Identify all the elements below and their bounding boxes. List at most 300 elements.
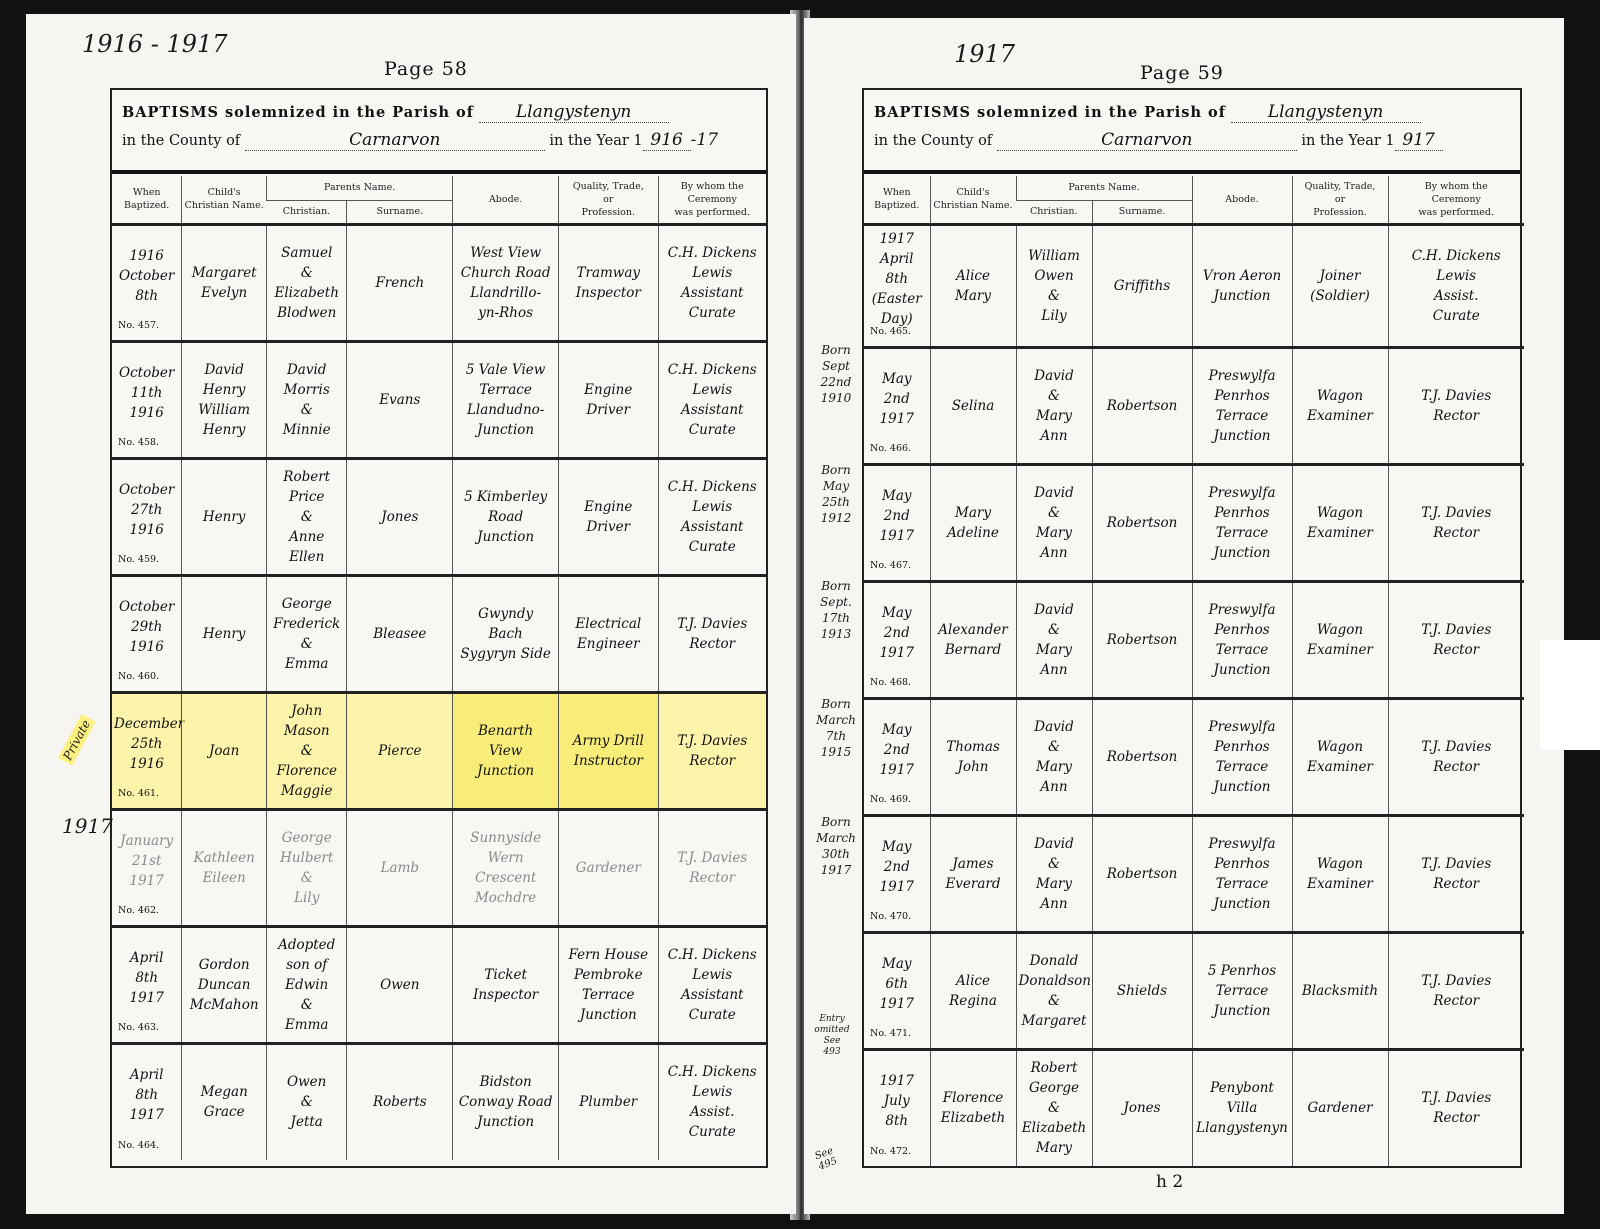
entry-quality: Joiner (Soldier) — [1310, 267, 1370, 304]
entry-bywhom: C.H. Dickens Lewis Assistant Curate — [667, 478, 757, 555]
entry-child: David Henry William Henry — [198, 361, 251, 438]
table-row — [864, 347, 1524, 464]
entry-bywhom-cell — [658, 341, 766, 458]
right-register-form — [862, 88, 1522, 1168]
entry-christian: Robert George & Elizabeth Mary — [1021, 1060, 1087, 1157]
table-row — [112, 692, 766, 809]
entry-number: No. 464. — [118, 1140, 160, 1151]
right-register-heading — [864, 90, 1520, 176]
entry-surname-cell — [1092, 347, 1192, 464]
entry-abode: Gwyndy Bach Sygyryn Side — [460, 605, 551, 662]
entry-number: No. 460. — [118, 670, 160, 682]
entry-child: Florence Elizabeth — [940, 1090, 1006, 1127]
private-margin-note: Private — [58, 714, 95, 765]
entry-bywhom-cell — [1388, 815, 1524, 932]
entry-bywhom-cell — [1388, 581, 1524, 698]
entry-number: No. 459. — [118, 553, 160, 565]
entry-quality-cell — [559, 458, 658, 575]
entry-surname: Bleasee — [373, 625, 427, 642]
entry-bywhom: T.J. Davies Rector — [677, 849, 748, 886]
entry-quality: Gardener — [1307, 1100, 1373, 1117]
entry-when-cell — [112, 575, 182, 692]
entry-child-cell — [182, 341, 267, 458]
entry-when-cell — [864, 815, 930, 932]
left-register-heading — [112, 90, 766, 176]
entry-abode: West View Church Road Llandrillo- yn-Rhos — [460, 244, 551, 321]
entry-surname-cell — [1092, 698, 1192, 815]
entry-christian-cell — [267, 692, 347, 809]
entry-child: Henry — [202, 625, 246, 642]
entry-abode-cell — [1192, 698, 1292, 815]
entry-surname-cell — [1092, 464, 1192, 581]
entry-abode: Vron Aeron Junction — [1202, 267, 1282, 304]
table-row — [864, 464, 1524, 581]
entry-bywhom-cell — [658, 926, 766, 1043]
entry-bywhom: C.H. Dickens Lewis Assistant Curate — [667, 244, 757, 321]
entry-when-cell — [864, 932, 930, 1049]
parish-field: Llangystenyn — [1231, 102, 1421, 123]
table-row — [864, 815, 1524, 932]
born-note-467: Born May 25th 1912 — [820, 463, 852, 525]
entry-quality-cell — [1292, 932, 1388, 1049]
see-495-note: See 495 — [813, 1145, 839, 1173]
entry-child: Mary Adeline — [947, 504, 999, 541]
entry-when-cell — [864, 464, 930, 581]
entry-christian-cell — [1016, 932, 1092, 1049]
entry-surname-cell — [347, 1043, 453, 1160]
entry-child-cell — [182, 809, 267, 926]
entry-when-cell — [112, 1043, 182, 1160]
entry-quality: Wagon Examiner — [1307, 504, 1373, 541]
entry-surname: Roberts — [372, 1094, 427, 1111]
entry-when: May 2nd 1917 — [879, 721, 914, 778]
entry-child: James Everard — [945, 855, 1001, 892]
entry-surname: Robertson — [1106, 631, 1178, 648]
entry-christian-cell — [267, 809, 347, 926]
col-christian: Christian. — [267, 200, 347, 224]
entry-when: 1916 October 8th — [119, 247, 175, 304]
entry-quality-cell — [559, 809, 658, 926]
entry-christian-cell — [267, 575, 347, 692]
entry-bywhom-cell — [1388, 1049, 1524, 1166]
entry-when: April 8th 1917 — [129, 949, 164, 1006]
entry-abode-cell — [453, 926, 559, 1043]
table-row — [112, 458, 766, 575]
entry-child: Henry — [202, 508, 246, 525]
entry-child-cell — [930, 224, 1016, 347]
entry-surname-cell — [1092, 1049, 1192, 1166]
entry-abode-cell — [1192, 581, 1292, 698]
entry-abode-cell — [453, 575, 559, 692]
entry-quality-cell — [1292, 464, 1388, 581]
entry-surname-cell — [1092, 581, 1192, 698]
entry-quality-cell — [559, 926, 658, 1043]
entry-quality-cell — [1292, 347, 1388, 464]
heading-rule — [864, 170, 1520, 174]
entry-number: No. 462. — [118, 904, 160, 916]
entry-surname-cell — [347, 575, 453, 692]
left-page-number: Page 58 — [384, 58, 468, 80]
entry-quality: Electrical Engineer — [575, 615, 642, 652]
entry-surname-cell — [347, 341, 453, 458]
entry-abode-cell — [1192, 347, 1292, 464]
entry-quality-cell — [559, 575, 658, 692]
entry-number: No. 470. — [870, 910, 912, 922]
entry-when: 1917 April 8th (Easter Day) — [871, 230, 922, 327]
entry-surname-cell — [1092, 224, 1192, 347]
entry-child-cell — [182, 575, 267, 692]
entry-abode-cell — [1192, 1049, 1292, 1166]
year-field: 916 — [643, 130, 691, 151]
entry-bywhom-cell — [658, 458, 766, 575]
col-by-whom: By whom the Ceremony was performed. — [658, 176, 766, 224]
entry-child: Thomas John — [946, 738, 1000, 775]
entry-number: No. 461. — [118, 787, 160, 799]
entry-when: May 2nd 1917 — [879, 604, 914, 661]
entry-when: May 2nd 1917 — [879, 487, 914, 544]
right-page-number: Page 59 — [1140, 62, 1224, 84]
col-child: Child's Christian Name. — [182, 176, 267, 224]
entry-christian: David & Mary Ann — [1034, 367, 1074, 444]
entry-abode: 5 Vale View Terrace Llandudno- Junction — [465, 361, 546, 438]
entry-when-cell — [864, 698, 930, 815]
county-field: Carnarvon — [245, 130, 545, 151]
entry-abode: Bidston Conway Road Junction — [458, 1074, 553, 1131]
entry-christian-cell — [267, 458, 347, 575]
entry-omitted-note: Entry omitted See 493 — [814, 1014, 850, 1057]
entry-when-cell — [112, 926, 182, 1043]
entry-bywhom-cell — [658, 692, 766, 809]
entry-christian: David & Mary Ann — [1034, 484, 1074, 561]
table-row — [864, 698, 1524, 815]
entry-child-cell — [182, 224, 267, 341]
entry-when: 1917 July 8th — [879, 1073, 914, 1130]
entry-child-cell — [930, 464, 1016, 581]
year-label: in the Year 1 — [549, 133, 643, 149]
entry-bywhom-cell — [658, 809, 766, 926]
col-surname: Surname. — [1092, 200, 1192, 224]
left-handwritten-year: 1916 - 1917 — [82, 30, 228, 58]
entry-abode: 5 Penrhos Terrace Junction — [1207, 962, 1277, 1019]
entry-child-cell — [182, 692, 267, 809]
entry-when-cell — [112, 224, 182, 341]
entry-christian-cell — [1016, 698, 1092, 815]
entry-quality-cell — [1292, 581, 1388, 698]
entry-when: October 29th 1916 — [119, 598, 175, 655]
col-surname: Surname. — [347, 200, 453, 224]
year-field: 917 — [1395, 130, 1443, 151]
table-row — [864, 581, 1524, 698]
entry-surname: Lamb — [380, 859, 420, 876]
entry-quality: Wagon Examiner — [1307, 855, 1373, 892]
col-abode: Abode. — [453, 176, 559, 224]
entry-christian: Samuel & Elizabeth Blodwen — [274, 244, 339, 321]
entry-bywhom: C.H. Dickens Lewis Assistant Curate — [667, 361, 757, 438]
entry-christian-cell — [1016, 347, 1092, 464]
entry-child-cell — [182, 1043, 267, 1160]
entry-child-cell — [182, 926, 267, 1043]
entry-abode: Benarth View Junction — [477, 722, 535, 779]
entry-christian-cell — [1016, 464, 1092, 581]
entry-number: No. 467. — [870, 559, 912, 571]
entry-surname: Owen — [380, 976, 420, 993]
entry-surname: Robertson — [1106, 748, 1178, 765]
born-note-468: Born Sept. 17th 1913 — [820, 579, 852, 641]
entry-abode-cell — [453, 1043, 559, 1160]
entry-surname: Robertson — [1106, 865, 1178, 882]
entry-number: No. 468. — [870, 676, 912, 688]
born-note-470: Born March 30th 1917 — [816, 815, 856, 877]
entry-christian: George Frederick & Emma — [273, 595, 341, 672]
entry-quality-cell — [1292, 224, 1388, 347]
entry-surname: Evans — [379, 391, 421, 408]
entry-number: No. 457. — [118, 319, 160, 331]
entry-christian-cell — [1016, 581, 1092, 698]
entry-quality: Gardener — [575, 859, 641, 876]
entry-bywhom-cell — [658, 575, 766, 692]
col-christian: Christian. — [1016, 200, 1092, 224]
county-field: Carnarvon — [997, 130, 1297, 151]
entry-surname-cell — [1092, 815, 1192, 932]
entry-when: April 8th 1917 — [129, 1067, 164, 1124]
parish-field: Llangystenyn — [479, 102, 669, 123]
right-page — [804, 18, 1564, 1214]
page-tear — [1540, 640, 1600, 750]
entry-quality-cell — [1292, 1049, 1388, 1166]
entry-quality: Army Drill Instructor — [572, 732, 644, 769]
entry-bywhom-cell — [1388, 464, 1524, 581]
entry-quality: Tramway Inspector — [575, 264, 641, 301]
col-quality: Quality, Trade, or Profession. — [1292, 176, 1388, 224]
entry-christian: David Morris & Minnie — [282, 361, 331, 438]
left-register-form — [110, 88, 768, 1168]
entry-bywhom: C.H. Dickens Lewis Assistant Curate — [667, 946, 757, 1023]
entry-surname-cell — [347, 809, 453, 926]
entry-number: No. 471. — [870, 1027, 912, 1039]
entry-child-cell — [930, 698, 1016, 815]
entry-surname-cell — [347, 692, 453, 809]
entry-bywhom: T.J. Davies Rector — [677, 732, 748, 769]
table-row — [864, 1049, 1524, 1166]
entry-quality-cell — [1292, 815, 1388, 932]
entry-christian-cell — [267, 926, 347, 1043]
right-entries-table — [864, 176, 1524, 1166]
entry-bywhom-cell — [1388, 224, 1524, 347]
entry-christian-cell — [1016, 1049, 1092, 1166]
entry-bywhom: T.J. Davies Rector — [677, 615, 748, 652]
entry-quality: Wagon Examiner — [1307, 621, 1373, 658]
entry-quality-cell — [559, 692, 658, 809]
entry-number: No. 458. — [118, 436, 160, 448]
col-quality: Quality, Trade, or Profession. — [559, 176, 658, 224]
entry-surname: Pierce — [378, 742, 422, 759]
year-suffix: -17 — [690, 130, 719, 150]
table-row — [112, 926, 766, 1043]
entry-child-cell — [930, 815, 1016, 932]
entry-bywhom: C.H. Dickens Lewis Assist. Curate — [1411, 247, 1501, 324]
entry-number: No. 463. — [118, 1021, 160, 1033]
entry-child: Alice Mary — [955, 267, 991, 304]
left-entries-table — [112, 176, 766, 1160]
col-child: Child's Christian Name. — [930, 176, 1016, 224]
entry-abode: Preswylfa Penrhos Terrace Junction — [1208, 601, 1276, 678]
entry-abode-cell — [453, 224, 559, 341]
table-row — [112, 1043, 766, 1160]
entry-surname: Shields — [1116, 982, 1168, 999]
entry-surname-cell — [347, 458, 453, 575]
entry-abode: Sunnyside Wern Crescent Mochdre — [470, 829, 542, 906]
entry-abode-cell — [453, 341, 559, 458]
entry-christian: Adopted son of Edwin & Emma — [278, 936, 336, 1033]
table-row — [864, 932, 1524, 1049]
entry-when-cell — [864, 347, 930, 464]
entry-when: May 2nd 1917 — [879, 370, 914, 427]
entry-when: January 21st 1917 — [120, 832, 174, 889]
entry-bywhom-cell — [658, 224, 766, 341]
entry-abode-cell — [453, 809, 559, 926]
entry-child: Alice Regina — [949, 972, 997, 1009]
entry-number: No. 469. — [870, 793, 912, 805]
entry-christian: Donald Donaldson & Margaret — [1018, 952, 1091, 1029]
entry-abode-cell — [1192, 815, 1292, 932]
entry-quality-cell — [559, 341, 658, 458]
entry-quality: Wagon Examiner — [1307, 387, 1373, 424]
entry-surname-cell — [347, 926, 453, 1043]
year-margin-note: 1917 — [62, 814, 113, 838]
table-row — [112, 809, 766, 926]
entry-surname: Robertson — [1106, 514, 1178, 531]
heading-label: BAPTISMS solemnized in the Parish of — [874, 104, 1226, 121]
entry-when-cell — [864, 1049, 930, 1166]
entry-child: Alexander Bernard — [938, 621, 1008, 658]
entry-when-cell — [864, 224, 930, 347]
entry-when-cell — [864, 581, 930, 698]
entry-surname: French — [375, 274, 425, 291]
entry-bywhom: T.J. Davies Rector — [1421, 1090, 1492, 1127]
table-row — [112, 575, 766, 692]
col-parents: Parents Name. — [1016, 176, 1192, 200]
entry-number: No. 472. — [870, 1146, 912, 1157]
heading-label: BAPTISMS solemnized in the Parish of — [122, 104, 474, 121]
entry-bywhom-cell — [1388, 698, 1524, 815]
entry-christian-cell — [1016, 815, 1092, 932]
entry-christian: Robert Price & Anne Ellen — [283, 468, 331, 565]
entry-surname: Griffiths — [1113, 277, 1171, 294]
entry-abode-cell — [1192, 932, 1292, 1049]
entry-quality-cell — [559, 224, 658, 341]
entry-surname: Robertson — [1106, 397, 1178, 414]
entry-bywhom: T.J. Davies Rector — [1421, 738, 1492, 775]
entry-when: October 27th 1916 — [119, 481, 175, 538]
entry-surname: Jones — [381, 508, 419, 525]
entry-abode: Preswylfa Penrhos Terrace Junction — [1208, 718, 1276, 795]
entry-abode: Preswylfa Penrhos Terrace Junction — [1208, 484, 1276, 561]
entry-number: No. 466. — [870, 442, 912, 454]
entry-christian-cell — [267, 1043, 347, 1160]
born-note-469: Born March 7th 1915 — [816, 697, 856, 759]
entry-number: No. 465. — [870, 325, 912, 337]
heading-rule — [112, 170, 766, 174]
entry-when: May 2nd 1917 — [879, 838, 914, 895]
entry-christian: William Owen & Lily — [1028, 247, 1080, 324]
entry-when-cell — [112, 809, 182, 926]
entry-abode: Ticket Inspector — [473, 966, 539, 1003]
entry-child-cell — [930, 581, 1016, 698]
entry-child: Megan Grace — [200, 1084, 248, 1121]
entry-child-cell — [930, 347, 1016, 464]
entry-quality: Wagon Examiner — [1307, 738, 1373, 775]
entry-bywhom: T.J. Davies Rector — [1421, 504, 1492, 541]
entry-christian: David & Mary Ann — [1034, 835, 1074, 912]
entry-abode: Preswylfa Penrhos Terrace Junction — [1208, 367, 1276, 444]
entry-abode-cell — [1192, 224, 1292, 347]
entry-abode-cell — [453, 458, 559, 575]
table-row — [864, 224, 1524, 347]
table-row — [112, 224, 766, 341]
entry-quality: Engine Driver — [584, 381, 633, 418]
right-handwritten-year: 1917 — [954, 40, 1016, 68]
entry-quality-cell — [1292, 698, 1388, 815]
entry-child-cell — [930, 932, 1016, 1049]
entry-christian: David & Mary Ann — [1034, 601, 1074, 678]
entry-surname: Jones — [1123, 1100, 1161, 1117]
entry-child: Selina — [951, 397, 995, 414]
col-by-whom: By whom the Ceremony was performed. — [1388, 176, 1524, 224]
col-when: When Baptized. — [124, 187, 170, 212]
left-page — [26, 14, 796, 1214]
entry-abode: 5 Kimberley Road Junction — [464, 488, 548, 545]
entry-quality: Engine Driver — [584, 498, 633, 535]
entry-child: Gordon Duncan McMahon — [189, 956, 259, 1013]
entry-abode: Preswylfa Penrhos Terrace Junction — [1208, 835, 1276, 912]
born-note-466: Born Sept 22nd 1910 — [820, 343, 852, 405]
entry-child: Joan — [209, 742, 240, 759]
entry-bywhom: T.J. Davies Rector — [1421, 387, 1492, 424]
entry-when: May 6th 1917 — [879, 955, 914, 1012]
col-parents: Parents Name. — [267, 176, 453, 200]
entry-child-cell — [182, 458, 267, 575]
entry-quality: Plumber — [579, 1094, 638, 1111]
entry-christian: George Hulbert & Lily — [280, 829, 334, 906]
entry-abode: Penybont Villa Llangystenyn — [1196, 1080, 1288, 1137]
entry-bywhom: T.J. Davies Rector — [1421, 855, 1492, 892]
entry-bywhom-cell — [1388, 347, 1524, 464]
entry-bywhom: C.H. Dickens Lewis Assist. Curate — [667, 1064, 757, 1141]
entry-bywhom: T.J. Davies Rector — [1421, 621, 1492, 658]
footer-signature: h 2 — [1156, 1172, 1184, 1192]
entry-surname-cell — [1092, 932, 1192, 1049]
entry-bywhom-cell — [658, 1043, 766, 1160]
entry-quality-cell — [559, 1043, 658, 1160]
entry-child: Margaret Evelyn — [191, 264, 257, 301]
entry-bywhom-cell — [1388, 932, 1524, 1049]
county-label: in the County of — [122, 133, 241, 149]
col-when: When Baptized. — [874, 187, 920, 212]
county-label: in the County of — [874, 133, 993, 149]
entry-quality: Blacksmith — [1301, 982, 1379, 999]
entry-child-cell — [930, 1049, 1016, 1166]
entry-surname-cell — [347, 224, 453, 341]
entry-bywhom: T.J. Davies Rector — [1421, 972, 1492, 1009]
col-abode: Abode. — [1192, 176, 1292, 224]
entry-quality: Fern House Pembroke Terrace Junction — [568, 946, 649, 1023]
table-row — [112, 341, 766, 458]
entry-when: December 25th 1916 — [114, 715, 185, 772]
entry-when-cell — [112, 692, 185, 809]
entry-christian-cell — [267, 341, 347, 458]
entry-christian-cell — [267, 224, 347, 341]
entry-child: Kathleen Eileen — [193, 849, 255, 886]
